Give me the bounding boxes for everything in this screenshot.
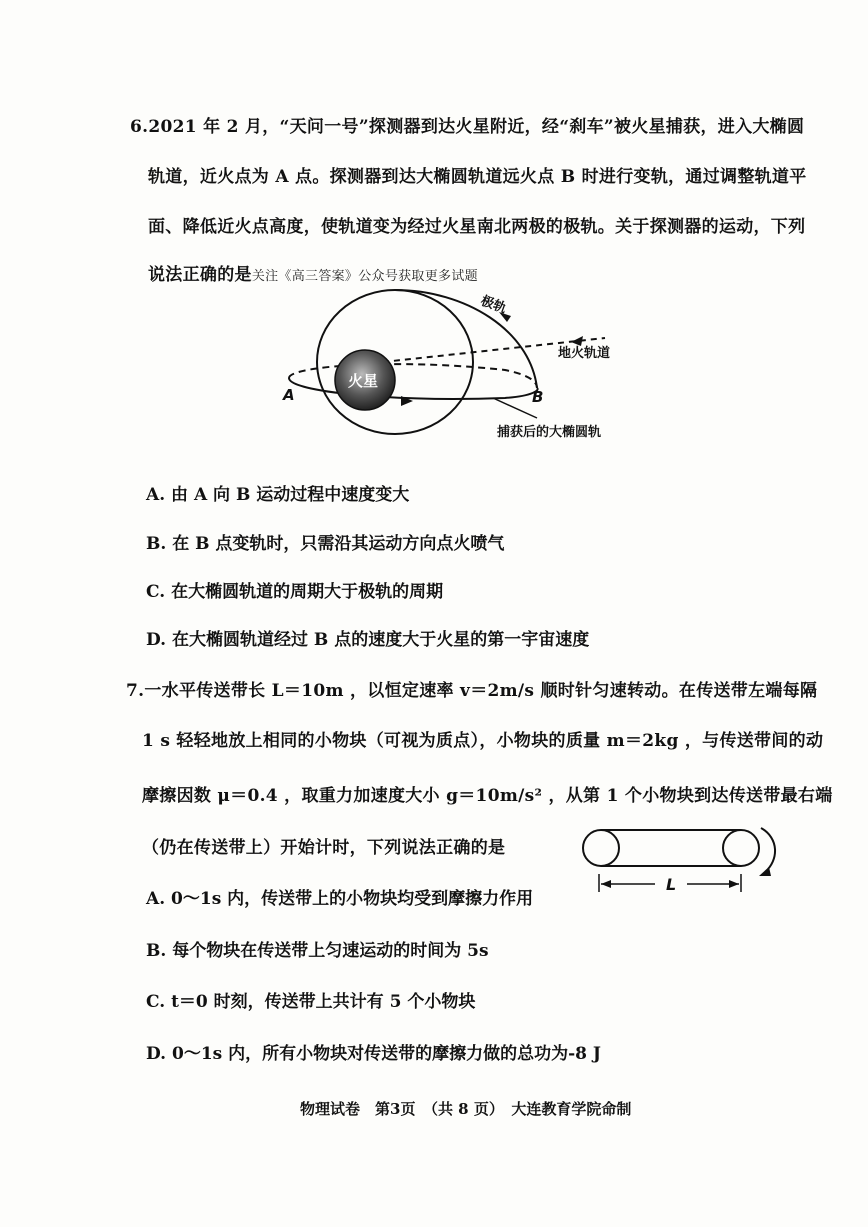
option-text: 0～1s 内，传送带上的小物块均受到摩擦力作用	[171, 889, 534, 909]
clockwise-arc	[761, 828, 775, 872]
option-text: 由 A 向 B 运动过程中速度变大	[171, 485, 410, 505]
capture-orbit-upper	[289, 364, 537, 388]
capture-orbit-label: 捕获后的大椭圆轨	[497, 425, 602, 440]
option-key: B.	[146, 534, 167, 554]
q7-line-4: （仍在传送带上）开始计时，下列说法正确的是	[142, 838, 506, 858]
right-pulley	[723, 830, 759, 866]
q6-option-d	[146, 625, 589, 650]
page-footer: 物理试卷 第3页 （共 8 页） 大连教育学院命制	[300, 1100, 632, 1118]
capture-orbit-leader	[493, 398, 537, 418]
q6-text-4: 说法正确的是	[148, 265, 252, 285]
q6-line-2: 轨道，近火点为 A 点。探测器到达大椭圆轨道远火点 B 时进行变轨，通过调整轨道平	[148, 167, 807, 187]
q6-line-1	[130, 112, 804, 137]
option-key: B.	[146, 941, 167, 961]
length-label: L	[666, 875, 677, 894]
clockwise-arrow-head	[759, 867, 771, 876]
watermark-text: 关注《高三答案》公众号获取更多试题	[251, 269, 478, 284]
option-key: D.	[146, 1044, 167, 1064]
option-text: 在大椭圆轨道的周期大于极轨的周期	[171, 582, 444, 602]
point-a-label: A	[283, 386, 295, 404]
transfer-orbit-label: 地火轨道	[558, 346, 611, 361]
q7-number: 7.	[126, 681, 145, 701]
q7-option-c	[146, 987, 475, 1012]
polar-orbit-label: 极轨	[478, 293, 509, 317]
q7-line-3: 摩擦因数 μ＝0.4 ，取重力加速度大小 g＝10m/s² ，从第 1 个小物块到达传送带最右端	[142, 786, 833, 806]
q6-option-b	[146, 529, 504, 554]
q7-line-2: 1 s 轻轻地放上相同的小物块（可视为质点），小物块的质量 m＝2kg ，与传送带间的动	[142, 731, 824, 751]
mars-label: 火星	[348, 372, 379, 390]
left-pulley	[583, 830, 619, 866]
q6-option-c	[146, 577, 443, 602]
option-key: D.	[146, 630, 167, 650]
q6-number: 6.	[130, 117, 149, 137]
q7-option-a	[146, 884, 533, 909]
q7-line-1	[126, 676, 817, 701]
q7-text-1: 一水平传送带长 L＝10m ，以恒定速率 v＝2m/s 顺时针匀速转动。在传送带左端每隔	[144, 681, 818, 701]
option-key: A.	[146, 889, 166, 909]
option-text: 在 B 点变轨时，只需沿其运动方向点火喷气	[172, 534, 505, 554]
option-key: A.	[146, 485, 166, 505]
option-text: 在大椭圆轨道经过 B 点的速度大于火星的第一宇宙速度	[171, 630, 590, 650]
q6-text-1: 2021 年 2 月，“天问一号”探测器到达火星附近，经“刹车”被火星捕获，进入大椭圆	[148, 117, 805, 137]
point-b-label: B	[532, 388, 544, 406]
q6-line-3: 面、降低近火点高度，使轨道变为经过火星南北两极的极轨。关于探测器的运动，下列	[148, 217, 806, 237]
option-text: 每个物块在传送带上匀速运动的时间为 5s	[172, 941, 489, 961]
option-text: t＝0 时刻，传送带上共计有 5 个小物块	[171, 992, 476, 1012]
mars-orbit-diagram	[275, 280, 640, 455]
option-text: 0～1s 内，所有小物块对传送带的摩擦力做的总功为-8 J	[171, 1044, 601, 1064]
conveyor-belt-diagram	[575, 812, 785, 897]
q7-option-d	[146, 1039, 601, 1064]
q6-option-a	[146, 480, 409, 505]
q7-option-b	[146, 936, 489, 961]
option-key: C.	[146, 582, 166, 602]
option-key: C.	[146, 992, 166, 1012]
